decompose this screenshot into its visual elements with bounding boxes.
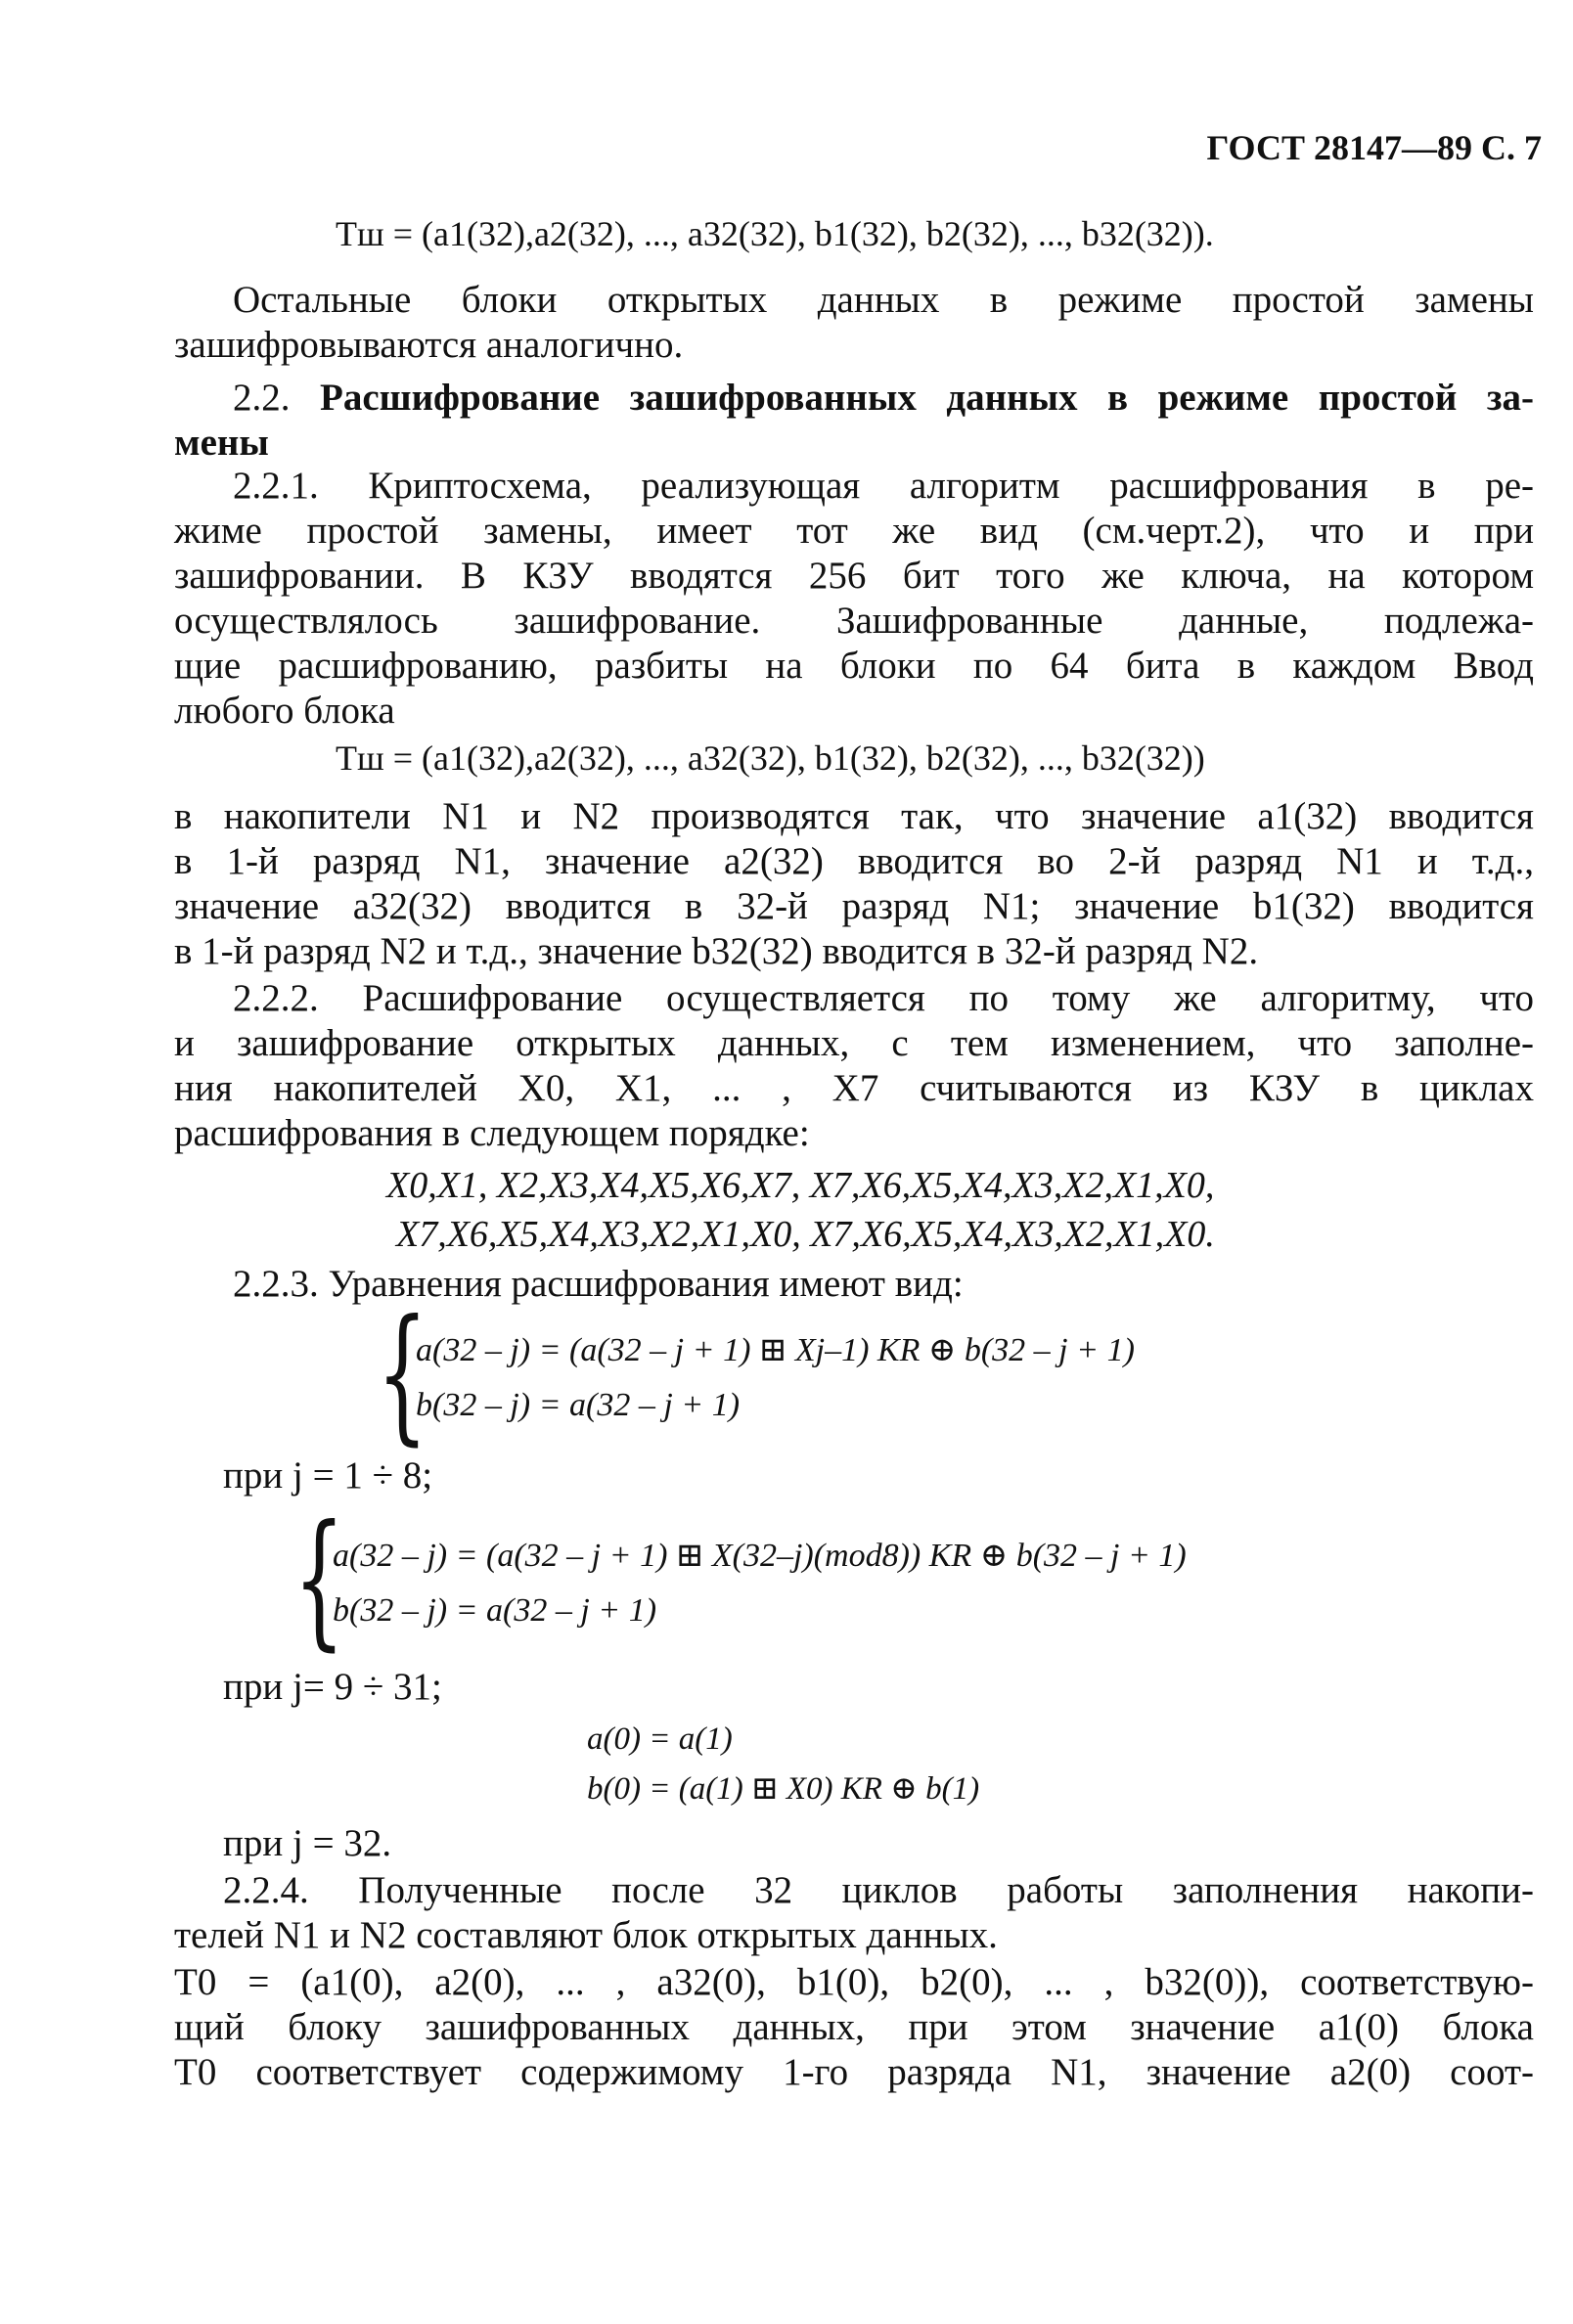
para-2-2-1-cont-line: в 1-й разряд N1, значение a2(32) вводится во 2-й разряд N1 и т.д., (174, 840, 1534, 882)
para-2-2-4-line: 2.2.4. Полученные после 32 циклов работы заполнения накопи- (223, 1869, 1534, 1911)
para-2-2-1-line: зашифровании. В КЗУ вводятся 256 бит того же ключа, на котором (174, 555, 1534, 597)
para-2-2-3: 2.2.3. Уравнения расшифрования имеют вид: (233, 1263, 964, 1305)
key-order-line: X7,X6,X5,X4,X3,X2,X1,X0, X7,X6,X5,X4,X3,X2,X1,X0. (396, 1214, 1215, 1255)
condition-3: при j = 32. (223, 1822, 392, 1864)
para-2-2-1-line: жиме простой замены, имеет тот же вид (см.черт.2), что и при (174, 510, 1534, 552)
para-2-2-1-cont-line: в 1-й разряд N2 и т.д., значение b32(32) вводится в 32-й разряд N2. (174, 930, 1259, 972)
para-2-2-4-line: T0 соответствует содержимому 1-го разряда N1, значение a2(0) соот- (174, 2051, 1534, 2093)
para-1-line: зашифровываются аналогично. (174, 324, 684, 366)
system-brace: { (377, 1289, 428, 1459)
para-2-2-4-line: T0 = (a1(0), a2(0), ... , a32(0), b1(0), b2(0), ... , b32(0)), соответствую- (174, 1961, 1534, 2003)
para-2-2-1-cont-line: значение a32(32) вводится в 32-й разряд N1; значение b1(32) вводится (174, 885, 1534, 927)
system-3-eq: b(0) = (a(1) ⊞ X0) KR ⊕ b(1) (587, 1771, 980, 1807)
para-2-2-2-line: ния накопителей X0, X1, ... , X7 считываются из КЗУ в циклах (174, 1067, 1534, 1109)
system-3-eq: a(0) = a(1) (587, 1721, 733, 1757)
page-header: ГОСТ 28147—89 С. 7 (1206, 128, 1542, 167)
para-1-line: Остальные блоки открытых данных в режиме простой замены (233, 279, 1534, 321)
para-2-2-2-line: и зашифрование открытых данных, с тем изменением, что заполне- (174, 1022, 1534, 1064)
para-2-2-4-line: щий блоку зашифрованных данных, при этом значение a1(0) блока (174, 2006, 1534, 2048)
para-2-2-1-cont-line: в накопители N1 и N2 производятся так, что значение a1(32) вводится (174, 795, 1534, 837)
section-title-line2: мены (174, 422, 269, 464)
system-2-eq: a(32 – j) = (a(32 – j + 1) ⊞ X(32–j)(mod8)) KR ⊕ b(32 – j + 1) (333, 1538, 1187, 1574)
section-title (233, 376, 1534, 421)
system-1-eq: a(32 – j) = (a(32 – j + 1) ⊞ Xj–1) KR ⊕ b(32 – j + 1) (416, 1332, 1135, 1368)
key-order-line: X0,X1, X2,X3,X4,X5,X6,X7, X7,X6,X5,X4,X3,X2,X1,X0, (386, 1165, 1215, 1206)
section-title-line1: Расшифрование зашифрованных данных в режиме простой за- (320, 377, 1534, 419)
system-brace: { (293, 1495, 345, 1665)
formula-tsh-1: Tш = (a1(32),a2(32), ..., a32(32), b1(32), b2(32), ..., b32(32)). (336, 214, 1214, 253)
formula-tsh-2: Tш = (a1(32),a2(32), ..., a32(32), b1(32), b2(32), ..., b32(32)) (336, 738, 1205, 778)
condition-1: при j = 1 ÷ 8; (223, 1454, 433, 1497)
para-2-2-2-line: 2.2.2. Расшифрование осуществляется по тому же алгоритму, что (233, 977, 1534, 1019)
para-2-2-1-line: любого блока (174, 690, 395, 732)
para-2-2-2-line: расшифрования в следующем порядке: (174, 1112, 810, 1154)
system-2-eq: b(32 – j) = a(32 – j + 1) (333, 1592, 657, 1629)
para-2-2-1-line: щие расшифрованию, разбиты на блоки по 64 бита в каждом Ввод (174, 645, 1534, 687)
section-number: 2.2. (233, 377, 291, 419)
condition-2: при j= 9 ÷ 31; (223, 1666, 442, 1708)
para-2-2-1-line: осуществлялось зашифрование. Зашифрованные данные, подлежа- (174, 600, 1534, 642)
para-2-2-4-line: телей N1 и N2 составляют блок открытых данных. (174, 1914, 998, 1956)
para-2-2-1-line: 2.2.1. Криптосхема, реализующая алгоритм расшифрования в ре- (233, 465, 1534, 507)
system-1-eq: b(32 – j) = a(32 – j + 1) (416, 1387, 741, 1423)
